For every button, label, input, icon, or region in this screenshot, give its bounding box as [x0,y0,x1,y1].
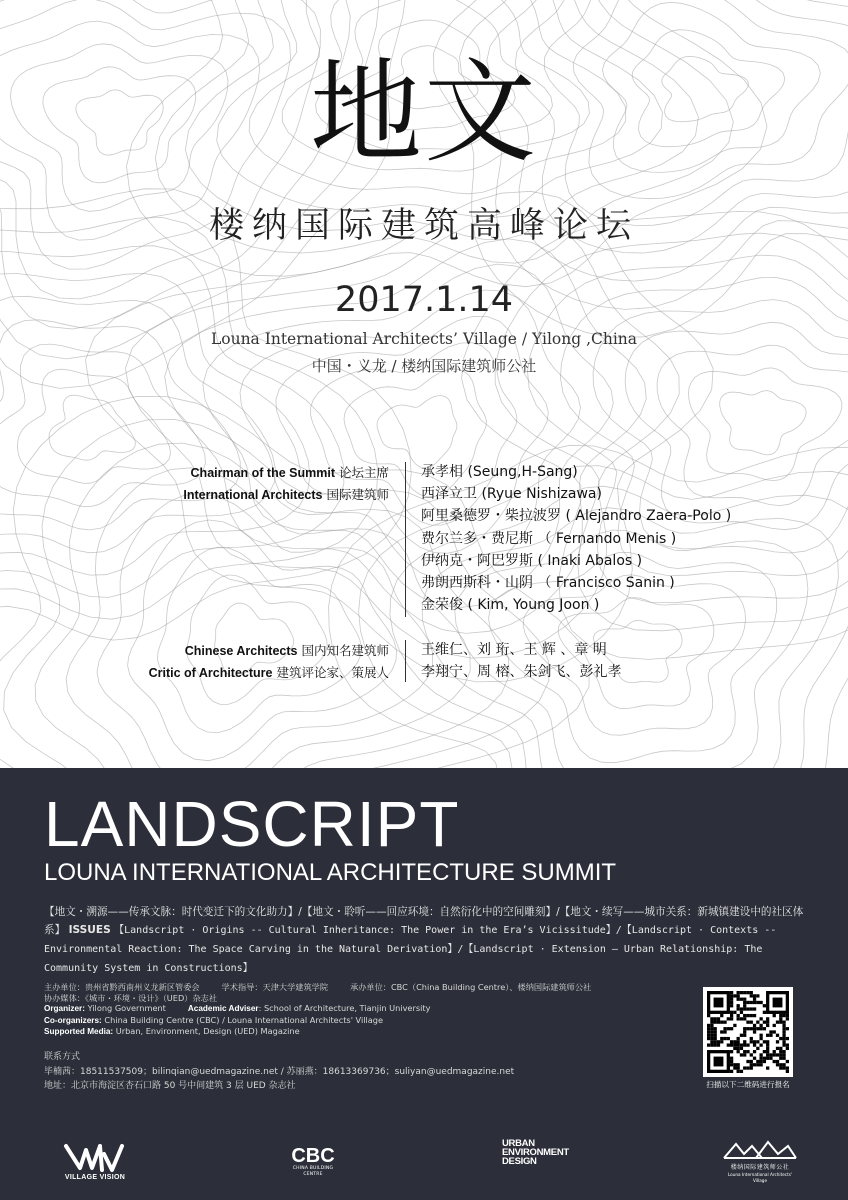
co-organizers-label: Co-organizers: [44,1015,102,1025]
issues-paragraph [44,903,804,978]
louna-village-logo [722,1140,798,1184]
architect-name: 阿里桑德罗・柴拉波罗 ( Alejandro Zaera-Polo ) [421,508,732,525]
role-en: Chairman of the Summit [190,466,335,480]
architect-name: 弗朗西斯科・山阴 （ Francisco Sanin ) [421,575,675,592]
supported-media-label: Supported Media: [44,1027,114,1036]
brand-title: LANDSCRIPT [44,788,460,860]
role-cn: 建筑评论家、策展人 [276,665,389,680]
contact-address: 地址：北京市海淀区杏石口路 50 号中间建筑 3 层 UED 杂志社 [44,1081,296,1091]
co-organizers-row [44,1015,684,1027]
contact-heading: 联系方式 [44,1052,81,1062]
cbc-logo [285,1146,341,1178]
louna-roofline-icon [722,1140,798,1160]
ued-line: URBAN [502,1138,535,1149]
role-cn: 国内知名建筑师 [301,643,389,658]
role-cn: 论坛主席 [338,465,389,480]
role-en: International Architects [183,488,323,502]
poster-footer [0,768,848,1200]
architect-name: 承孝相 (Seung,H-Sang) [421,464,578,480]
international-architects-list [421,461,731,616]
registration-qr-code[interactable] [703,987,793,1077]
role-chinese-architects [185,640,389,662]
adviser-label: Academic Adviser [187,1004,259,1013]
architect-name: 费尔兰多・费尼斯 （ Fernando Menis ) [421,530,677,547]
architect-name: 金荣俊 ( Kim, Young Joon ) [421,597,600,614]
organizers-cn-row [44,982,684,993]
role-en: Chinese Architects [184,644,298,658]
event-date: 2017.1.14 [334,280,514,320]
architect-name: 伊纳克・阿巴罗斯 ( Inaki Abalos ) [421,552,643,569]
issues-cn: 【地文・溯源——传承文脉：时代变迁下的文化助力】/【地文・聆听——回应环境：自然衍化中的空间雕刻】/【地文・续写——城市关系：新城镇建设中的社区体系】 [44,906,804,936]
chinese-architects-list [421,639,621,683]
contact-block [44,1050,514,1094]
louna-logo-cn: 楼纳国际建筑师公社 [730,1164,790,1171]
ued-line: DESIGN [502,1156,537,1167]
role-chairman [191,462,389,484]
architect-name: 李翔宁、周 榕、朱剑飞、彭礼孝 [421,664,622,681]
undertaker-cn: 承办单位：CBC（China Building Centre）、楼纳国际建筑师公社 [350,982,592,992]
media-cn: 协办媒体：《城市・环境・设计》（UED）杂志社 [44,992,218,1003]
role-cn: 国际建筑师 [326,487,389,502]
divider-line [405,640,406,682]
louna-logo-en: Louna International Architects' Village [727,1172,793,1183]
venue-cn: 中国・义龙 / 楼纳国际建筑师公社 [311,357,537,375]
co-organizers-value: China Building Centre (CBC) / Louna International Architects' Village [104,1014,384,1025]
organizer-label: Organizer: [44,1004,85,1013]
cbc-logo-text: CBC [291,1145,335,1167]
qr-caption: 扫描以下二维码进行报名 [706,1080,790,1089]
qr-code-icon [707,991,789,1073]
forum-title-cn: 楼纳国际建筑高峰论坛 [208,206,639,246]
supported-media-value: Urban, Environment, Design (UED) Magazine [115,1026,300,1036]
cbc-logo-subtext: CHINA BUILDING CENTRE [292,1166,334,1177]
host-cn: 主办单位：贵州省黔西南州义龙新区管委会 [44,982,200,992]
supported-media-row [44,1026,684,1038]
adviser-cn: 学术指导：天津大学建筑学院 [221,982,329,992]
organizer-value: Yilong Government [87,1003,166,1013]
issues-label: ISSUES [68,924,111,936]
role-critic [149,662,389,684]
role-en: Critic of Architecture [148,666,273,680]
role-international-architects [183,484,389,506]
organizer-en-row [44,1003,684,1015]
issues-en: 【Landscript · Origins -- Cultural Inheritance: The Power in the Era’s Vicissitude】/【Landscript · Contexts -- Environmental Reaction: The Space Carving in the Natural Derivation】/【Landscript · Extension – Urban Relationship: The Community System in Constructions】 [44,925,777,974]
contact-phones-emails: 毕楠茜：18511537509；bilinqian@uedmagazine.net / 苏丽燕：18613369736；suliyan@uedmagazine.net [44,1066,515,1077]
architect-name: 王维仁、刘 珩、王 辉 、章 明 [421,642,607,658]
ued-logo [502,1139,578,1166]
brand-subtitle: LOUNA INTERNATIONAL ARCHITECTURE SUMMIT [44,859,617,886]
main-title-cn: 地文 [310,48,538,178]
village-vision-text: VILLAGE VISION [64,1174,126,1181]
adviser-value: : School of Architecture, Tianjin University [258,1003,431,1013]
organizers-block [44,982,684,1038]
village-vision-logo [60,1140,130,1182]
architect-name: 西泽立卫 (Ryue Nishizawa) [421,486,602,503]
ued-line: ENVIRONMENT [502,1147,569,1158]
divider-line [405,462,406,617]
venue-en: Louna International Architects’ Village / Yilong ,China [210,330,638,348]
village-vision-mark-icon [60,1140,130,1174]
